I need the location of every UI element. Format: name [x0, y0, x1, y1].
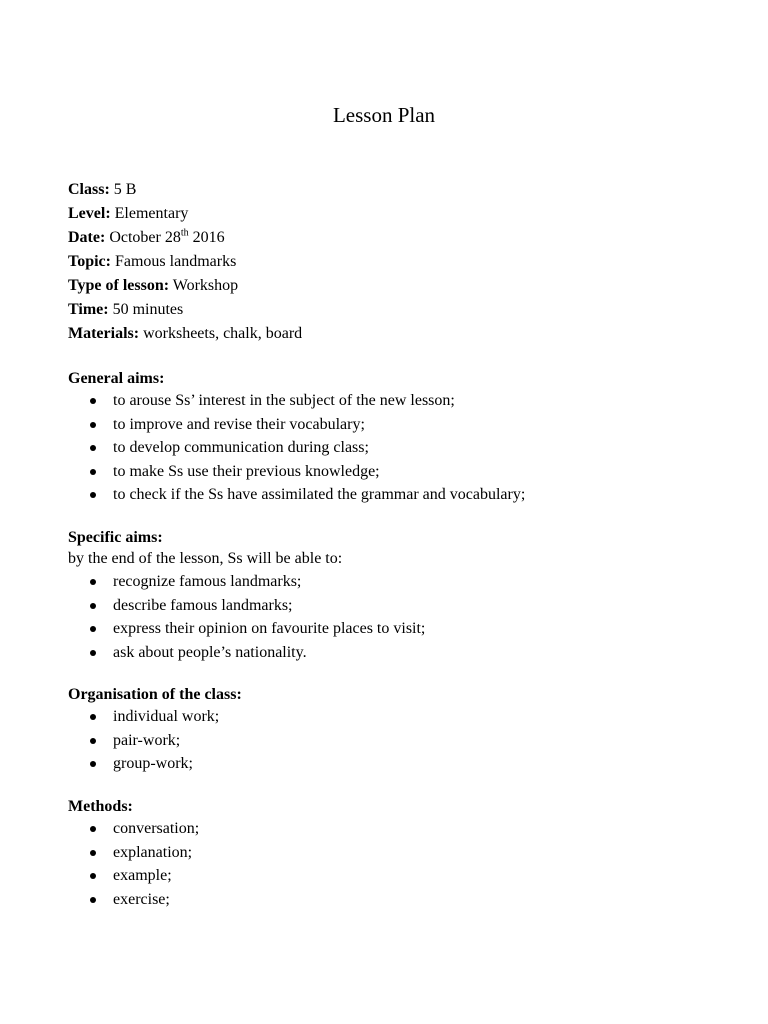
bullet-icon	[90, 626, 96, 632]
type-row	[68, 275, 302, 299]
time-label: Time:	[68, 301, 109, 318]
specific-aims-intro: by the end of the lesson, Ss will be able to:	[68, 550, 343, 567]
bullet-icon	[90, 761, 96, 767]
bullet-icon	[90, 579, 96, 585]
level-label: Level:	[68, 205, 111, 222]
topic-row	[68, 251, 302, 275]
bullet-icon	[90, 492, 96, 498]
list-item	[68, 595, 425, 619]
page-title: Lesson Plan	[332, 103, 436, 127]
list-item-text: individual work;	[113, 708, 220, 725]
bullet-icon	[90, 398, 96, 404]
materials-row	[68, 323, 302, 347]
list-item-text: to make Ss use their previous knowledge;	[113, 462, 380, 480]
specific-aims-list	[68, 571, 425, 665]
list-item-text: example;	[113, 867, 172, 884]
list-item	[68, 484, 525, 508]
list-item	[68, 889, 199, 913]
date-value: October 28	[109, 229, 181, 246]
time-row	[68, 299, 302, 323]
organisation-heading: Organisation of the class:	[68, 686, 242, 703]
list-item	[68, 753, 242, 777]
list-item-text: exercise;	[113, 890, 170, 908]
list-item-text: recognize famous landmarks;	[113, 573, 302, 590]
list-item	[68, 437, 525, 461]
topic-value: Famous landmarks	[114, 253, 237, 270]
class-label: Class:	[68, 181, 110, 198]
date-ordinal-suffix: th	[180, 227, 189, 239]
bullet-icon	[90, 873, 96, 879]
general-aims-heading: General aims:	[68, 370, 165, 387]
list-item	[68, 730, 242, 754]
class-row	[68, 179, 302, 203]
list-item-text: to improve and revise their vocabulary;	[113, 415, 365, 433]
date-year: 2016	[188, 229, 225, 246]
list-item-text: group-work;	[113, 755, 193, 772]
level-row	[68, 203, 302, 227]
bullet-icon	[90, 714, 96, 720]
methods-list	[68, 818, 199, 912]
date-label: Date:	[68, 229, 106, 246]
list-item	[68, 571, 425, 595]
class-value: 5 B	[113, 181, 137, 198]
organisation-section	[68, 684, 242, 777]
bullet-icon	[90, 422, 96, 428]
list-item-text: describe famous landmarks;	[113, 596, 293, 614]
bullet-icon	[90, 897, 96, 903]
list-item	[68, 390, 525, 414]
specific-aims-section	[68, 527, 425, 665]
methods-heading: Methods:	[68, 798, 133, 815]
list-item-text: ask about people’s nationality.	[113, 643, 307, 661]
list-item	[68, 842, 199, 866]
list-item	[68, 865, 199, 889]
list-item	[68, 642, 425, 666]
list-item-text: to check if the Ss have assimilated the grammar and vocabulary;	[113, 486, 526, 503]
topic-label: Topic:	[68, 253, 111, 270]
bullet-icon	[90, 738, 96, 744]
list-item	[68, 706, 242, 730]
level-value: Elementary	[114, 205, 189, 222]
date-row	[68, 227, 302, 251]
list-item	[68, 618, 425, 642]
bullet-icon	[90, 469, 96, 475]
list-item	[68, 414, 525, 438]
bullet-icon	[90, 445, 96, 451]
specific-aims-heading: Specific aims:	[68, 529, 163, 546]
list-item-text: conversation;	[113, 820, 200, 837]
bullet-icon	[90, 826, 96, 832]
list-item-text: express their opinion on favourite places to visit;	[113, 620, 426, 637]
bullet-icon	[90, 850, 96, 856]
list-item-text: to arouse Ss’ interest in the subject of the new lesson;	[113, 392, 455, 409]
bullet-icon	[90, 603, 96, 609]
methods-section	[68, 796, 199, 912]
lesson-info	[68, 179, 302, 347]
list-item-text: explanation;	[113, 843, 193, 861]
materials-label: Materials:	[68, 325, 140, 342]
general-aims-list	[68, 390, 525, 508]
list-item-text: pair-work;	[113, 731, 181, 749]
organisation-list	[68, 706, 242, 777]
materials-value: worksheets, chalk, board	[143, 325, 303, 342]
list-item	[68, 818, 199, 842]
general-aims-section	[68, 368, 525, 508]
type-value: Workshop	[172, 277, 239, 294]
time-value: 50 minutes	[112, 301, 184, 318]
list-item-text: to develop communication during class;	[113, 439, 369, 456]
bullet-icon	[90, 650, 96, 656]
type-label: Type of lesson:	[68, 277, 170, 294]
list-item	[68, 461, 525, 485]
